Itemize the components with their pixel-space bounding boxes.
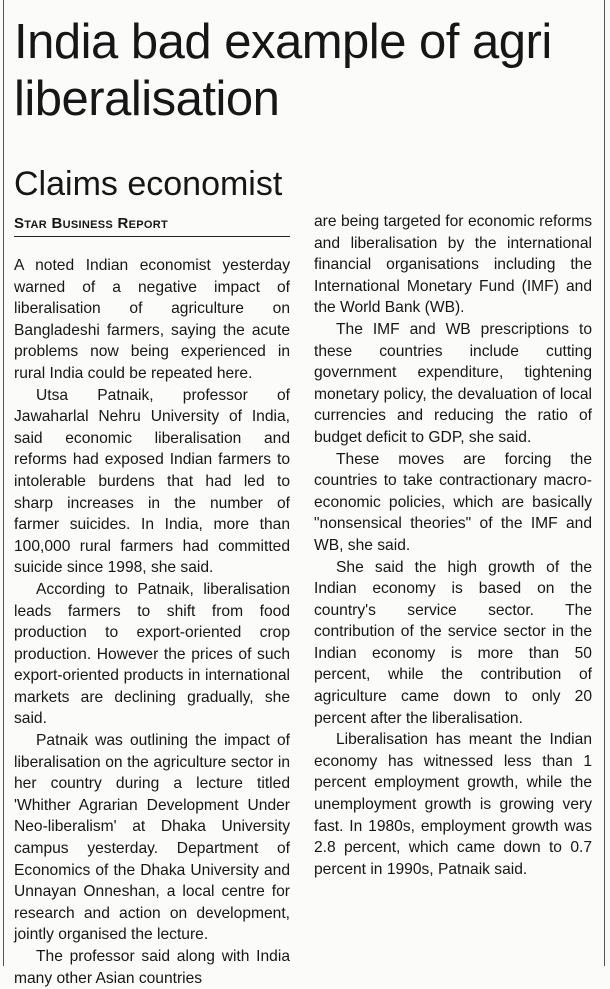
paragraph: These moves are forcing the countries to take contractionary macro-economic policies, which are basically "nonsensical theories" of the IMF and WB, she said. [314,450,592,554]
paragraph: are being targeted for economic reforms and liberalisation by the international financial organisations including the International Monetary Fund (IMF) and the World Bank (WB). [314,213,592,317]
body-column-2 [314,211,592,880]
paragraph: The IMF and WB prescriptions to these countries include cutting government expenditure, tightening monetary policy, the devaluation of local currencies and reducing the ratio of budget deficit to GDP, she said. [314,320,592,446]
headline: India bad example of agri liberalisation [14,15,552,126]
paragraph: Liberalisation has meant the Indian economy has witnessed less than 1 percent employment growth, while the unemployment growth is growing very fast. In 1980s, employment growth was 2.8 percent, which came down to 0.7 percent in 1990s, Patnaik said. [314,731,592,878]
paragraph: She said the high growth of the Indian economy is based on the country's service sector. The contribution of the service sector in the Indian economy is more than 50 percent, while the contribution of agriculture came down to only 20 percent after the liberalisation. [314,558,592,727]
body-column-1 [14,255,290,989]
deck-subheadline: Claims economist [14,165,283,203]
paragraph: Utsa Patnaik, professor of Jawaharlal Nehru University of India, said economic liberalisation and reforms had exposed Indian farmers to intolerable burdens that had led to sharp increases in the number of farmer suicides. In India, more than 100,000 rural farmers had committed suicide since 1998, she said. [14,386,290,577]
paragraph: The professor said along with India many other Asian countries [14,948,290,987]
paragraph: A noted Indian economist yesterday warned of a negative impact of liberalisation of agriculture on Bangladeshi farmers, saying the acute problems now being experienced in rural India could be repeated here. [14,257,290,382]
paragraph: Patnaik was outlining the impact of liberalisation on the agriculture sector in her country during a lecture titled 'Whither Agrarian Development Under Neo-liberalism' at Dhaka University campus yesterday. Department of Economics of the Dhaka University and Unnayan Onneshan, a local centre for research and action on development, jointly organised the lecture. [14,732,290,944]
byline: Star Business Report [14,215,290,237]
left-border-rule [3,0,4,966]
paragraph: According to Patnaik, liberalisation leads farmers to shift from food production to export-oriented crop production. However the prices of such export-oriented products in international markets are declining gradually, she said. [14,580,290,728]
right-border-rule [604,0,605,966]
